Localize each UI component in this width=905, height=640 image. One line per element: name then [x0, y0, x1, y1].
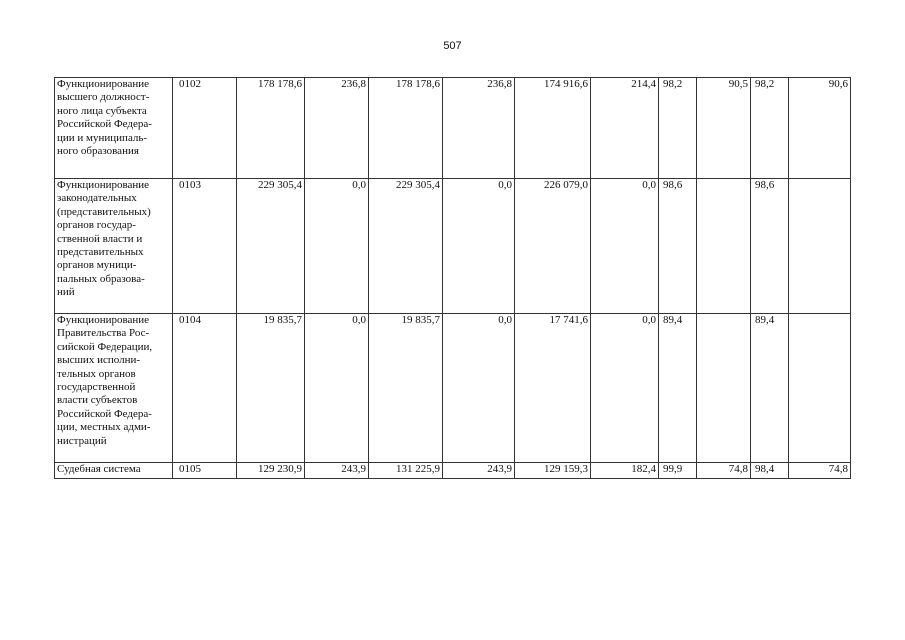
- percent-cell: 98,4: [751, 463, 789, 479]
- row-name-cell: Функционирование высшего должност- ного лица субъекта Российской Федера- ции и муниципаль- ного образования: [55, 78, 173, 179]
- table-row: [55, 314, 851, 463]
- row-code-cell: 0105: [173, 463, 237, 479]
- row-code-cell: 0104: [173, 314, 237, 463]
- row-name-cell: Функционирование Правительства Рос- сийской Федерации, высших исполни- тельных органов государственной власти субъектов Российской Федера- ции, местных адми- нистраций: [55, 314, 173, 463]
- value-cell: 229 305,4: [237, 179, 305, 314]
- percent-cell: 74,8: [697, 463, 751, 479]
- percent-cell: 90,6: [789, 78, 851, 179]
- value-cell: 0,0: [305, 314, 369, 463]
- percent-cell: 90,5: [697, 78, 751, 179]
- row-code-cell: 0102: [173, 78, 237, 179]
- row-code-cell: 0103: [173, 179, 237, 314]
- value-cell: 236,8: [305, 78, 369, 179]
- value-cell: 17 741,6: [515, 314, 591, 463]
- page-number: 507: [443, 40, 462, 52]
- value-cell: 182,4: [591, 463, 659, 479]
- value-cell: 0,0: [305, 179, 369, 314]
- value-cell: 243,9: [305, 463, 369, 479]
- percent-cell: 98,6: [751, 179, 789, 314]
- percent-cell: 89,4: [659, 314, 697, 463]
- value-cell: 0,0: [443, 314, 515, 463]
- percent-cell: [789, 179, 851, 314]
- percent-cell: 99,9: [659, 463, 697, 479]
- value-cell: 226 079,0: [515, 179, 591, 314]
- percent-cell: 74,8: [789, 463, 851, 479]
- value-cell: 0,0: [591, 314, 659, 463]
- budget-table: [54, 77, 851, 479]
- percent-cell: [789, 314, 851, 463]
- percent-cell: [697, 314, 751, 463]
- percent-cell: 98,2: [659, 78, 697, 179]
- value-cell: 19 835,7: [369, 314, 443, 463]
- percent-cell: 98,6: [659, 179, 697, 314]
- value-cell: 0,0: [443, 179, 515, 314]
- value-cell: 0,0: [591, 179, 659, 314]
- value-cell: 178 178,6: [237, 78, 305, 179]
- row-name-cell: Судебная система: [55, 463, 173, 479]
- value-cell: 229 305,4: [369, 179, 443, 314]
- value-cell: 129 159,3: [515, 463, 591, 479]
- row-name-cell: Функционирование законодательных (представительных) органов государ- ственной власти и представительных органов муници- пальных образова- ний: [55, 179, 173, 314]
- percent-cell: 98,2: [751, 78, 789, 179]
- percent-cell: [697, 179, 751, 314]
- value-cell: 131 225,9: [369, 463, 443, 479]
- value-cell: 214,4: [591, 78, 659, 179]
- value-cell: 129 230,9: [237, 463, 305, 479]
- table-row: [55, 463, 851, 479]
- value-cell: 178 178,6: [369, 78, 443, 179]
- table-row: [55, 179, 851, 314]
- value-cell: 236,8: [443, 78, 515, 179]
- percent-cell: 89,4: [751, 314, 789, 463]
- value-cell: 243,9: [443, 463, 515, 479]
- table-row: [55, 78, 851, 179]
- value-cell: 19 835,7: [237, 314, 305, 463]
- value-cell: 174 916,6: [515, 78, 591, 179]
